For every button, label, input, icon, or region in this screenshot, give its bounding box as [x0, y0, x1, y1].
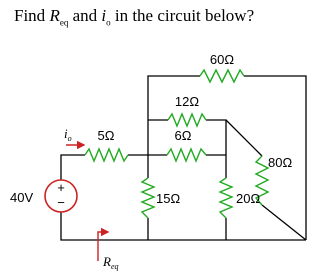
req-subscript: eq [59, 17, 69, 28]
req-label: $R_{eq}$ [103, 254, 119, 271]
wire-12-right [206, 120, 226, 155]
label-r60: 60Ω [209, 52, 235, 67]
label-r80: 80Ω [268, 155, 293, 170]
wire-12-to-80 [226, 120, 262, 156]
source-plus: + [57, 180, 65, 195]
resistor-12 [168, 114, 206, 126]
resistor-20 [220, 178, 232, 218]
voltage-source [45, 180, 77, 212]
resistor-60 [200, 70, 244, 82]
label-r15: 15Ω [156, 191, 181, 206]
question-text: Find $R_{eq}$ and $i_o$ in the circuit below? [14, 6, 255, 28]
resistor-6 [167, 149, 206, 161]
label-source: 40V [10, 190, 34, 205]
current-label: $i_o$ [64, 126, 72, 143]
wire-80-to-bottom [262, 205, 306, 240]
label-r5: 5Ω [97, 128, 115, 143]
resistor-15 [142, 178, 154, 218]
io-symbol: i [101, 6, 107, 25]
source-minus: − [57, 195, 65, 210]
label-r12: 12Ω [174, 94, 200, 109]
label-r6: 6Ω [174, 128, 192, 143]
req-symbol: R [49, 6, 60, 25]
resistor-5 [85, 149, 128, 161]
io-subscript: o [106, 17, 111, 28]
label-r20: 20Ω [236, 191, 261, 206]
wire-source-top [61, 155, 85, 180]
